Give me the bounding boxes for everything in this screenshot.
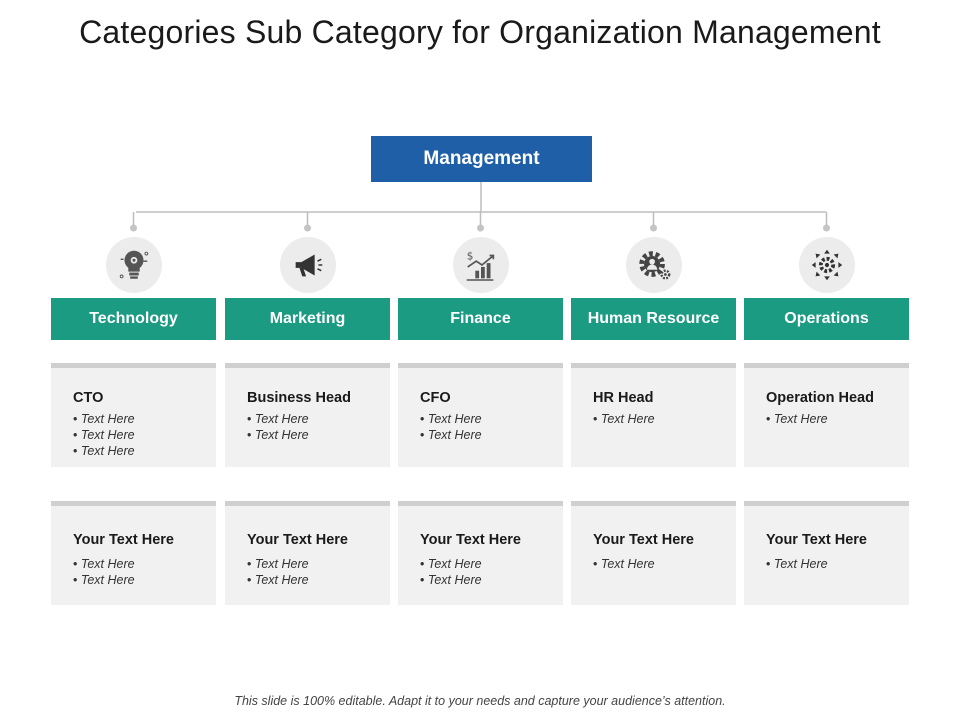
bullet-list [420,556,482,588]
svg-text:$: $ [466,250,473,263]
bullet-item: • Text Here [593,556,655,572]
box-heading: Your Text Here [420,532,521,548]
bullet-list [73,556,135,588]
box-heading: HR Head [593,390,654,406]
connector-dot [650,225,657,232]
bullet-list [73,411,135,459]
bullet-list [247,556,309,588]
connector-dot [823,225,830,232]
bullet-list [420,411,482,443]
bullet-item: • Text Here [766,556,828,572]
gear-arrows-icon [799,237,855,293]
box-heading: CTO [73,390,104,406]
management-label: Management [423,148,540,169]
bullet-list [593,556,655,572]
bullet-list [766,556,828,572]
bullet-item: • Text Here [73,556,135,572]
bullet-item: • Text Here [247,572,309,588]
role-box [571,363,736,467]
bullet-list [247,411,309,443]
bullet-item: • Text Here [420,411,482,427]
bullet-item: • Text Here [420,427,482,443]
category-label: Human Resource [587,310,720,327]
detail-box [225,501,390,605]
connector-dot [130,225,137,232]
category-label: Operations [784,310,869,327]
category-header-finance [398,298,563,340]
connector-dot [477,225,484,232]
megaphone-icon [280,237,336,293]
bullet-item: • Text Here [73,572,135,588]
bullet-list [766,411,828,427]
role-box [225,363,390,467]
box-heading: Your Text Here [593,532,694,548]
person-gear-icon [626,237,682,293]
box-heading: Operation Head [766,390,874,406]
bullet-item: • Text Here [73,427,135,443]
category-label: Technology [89,310,178,327]
management-box [371,136,592,182]
category-header-operations [744,298,909,340]
slide-title: Categories Sub Category for Organization Management [79,14,881,50]
footer-note: This slide is 100% editable. Adapt it to your needs and capture your audience’s attention. [234,694,726,708]
box-heading: Your Text Here [247,532,348,548]
box-heading: Your Text Here [766,532,867,548]
role-box [51,363,216,467]
box-heading: Business Head [247,390,351,406]
detail-box [51,501,216,605]
bullet-item: • Text Here [73,411,135,427]
category-header-human-resource [571,298,736,340]
lightbulb-gear-icon [106,237,162,293]
connector-dot [304,225,311,232]
finance-chart-icon [453,237,509,293]
category-label: Marketing [269,310,346,327]
bullet-list [593,411,655,427]
role-box [398,363,563,467]
bullet-item: • Text Here [593,411,655,427]
bullet-item: • Text Here [73,443,135,459]
detail-box [744,501,909,605]
role-box [744,363,909,467]
bullet-item: • Text Here [247,427,309,443]
category-label: Finance [450,310,511,327]
detail-box [398,501,563,605]
category-header-technology [51,298,216,340]
box-heading: CFO [420,390,451,406]
box-heading: Your Text Here [73,532,174,548]
bullet-item: • Text Here [420,572,482,588]
category-header-marketing [225,298,390,340]
bullet-item: • Text Here [766,411,828,427]
detail-box [571,501,736,605]
bullet-item: • Text Here [247,556,309,572]
bullet-item: • Text Here [420,556,482,572]
bullet-item: • Text Here [247,411,309,427]
